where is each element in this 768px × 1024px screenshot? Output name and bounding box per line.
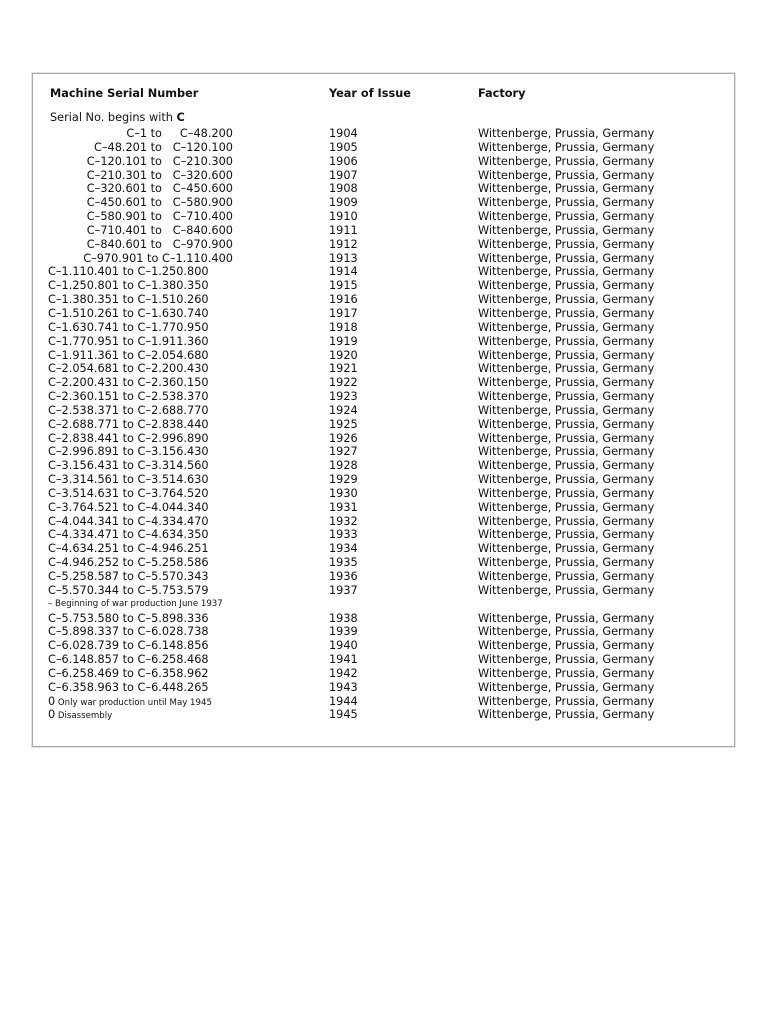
table-row: [48, 224, 728, 238]
serial-prefix-note: [50, 111, 185, 124]
year-of-issue: 1915: [329, 279, 358, 293]
factory-location: Wittenberge, Prussia, Germany: [478, 486, 655, 500]
serial-range: C–2.996.891 to C–3.156.430: [48, 445, 209, 459]
table-row: [48, 265, 728, 279]
table-note-row: [48, 695, 728, 709]
year-of-issue: 1912: [329, 237, 358, 251]
table-row: [48, 349, 728, 363]
year-of-issue: 1934: [329, 542, 358, 556]
table-row: [48, 321, 728, 335]
serial-range: C–1.250.801 to C–1.380.350: [48, 279, 209, 293]
table-header: [50, 87, 730, 103]
row-note: [48, 708, 112, 724]
factory-location: Wittenberge, Prussia, Germany: [478, 293, 655, 307]
serial-range: C–1.110.401 to C–1.250.800: [48, 265, 209, 279]
table-row: [48, 293, 728, 307]
year-of-issue: 1944: [329, 694, 358, 708]
serial-range: C–6.258.469 to C–6.358.962: [48, 666, 209, 680]
serial-range: C–1.380.351 to C–1.510.260: [48, 293, 209, 307]
factory-location: Wittenberge, Prussia, Germany: [478, 528, 655, 542]
factory-location: Wittenberge, Prussia, Germany: [478, 168, 655, 182]
year-of-issue: 1942: [329, 666, 358, 680]
factory-location: Wittenberge, Prussia, Germany: [478, 320, 655, 334]
table-row: [48, 252, 728, 266]
row-note: [48, 598, 223, 612]
table-row: [48, 653, 728, 667]
year-of-issue: 1909: [329, 196, 358, 210]
table-row: [48, 681, 728, 695]
year-of-issue: 1906: [329, 154, 358, 168]
table-note-row: [48, 708, 728, 722]
factory-location: Wittenberge, Prussia, Germany: [478, 196, 655, 210]
year-of-issue: 1938: [329, 611, 358, 625]
serial-range: C–48.201 to C–120.100: [93, 140, 233, 154]
serial-prefix-text: Serial No. begins with: [50, 111, 177, 124]
factory-location: Wittenberge, Prussia, Germany: [478, 459, 655, 473]
serial-range: C–4.334.471 to C–4.634.350: [48, 528, 209, 542]
serial-range: C–2.360.151 to C–2.538.370: [48, 390, 209, 404]
table-row: [48, 667, 728, 681]
serial-range: C–3.156.431 to C–3.314.560: [48, 459, 209, 473]
year-of-issue: 1913: [329, 251, 358, 265]
serial-range: C–120.101 to C–210.300: [86, 154, 233, 168]
serial-range: C–710.401 to C–840.600: [86, 223, 233, 237]
factory-location: Wittenberge, Prussia, Germany: [478, 542, 655, 556]
factory-location: Wittenberge, Prussia, Germany: [478, 140, 655, 154]
serial-range: C–4.634.251 to C–4.946.251: [48, 542, 209, 556]
table-row: [48, 487, 728, 501]
serial-range: C–4.044.341 to C–4.334.470: [48, 514, 209, 528]
factory-location: Wittenberge, Prussia, Germany: [478, 376, 655, 390]
year-of-issue: 1905: [329, 140, 358, 154]
table-row: [48, 238, 728, 252]
table-row: [48, 376, 728, 390]
serial-range: C–1.510.261 to C–1.630.740: [48, 306, 209, 320]
year-of-issue: 1926: [329, 431, 358, 445]
year-of-issue: 1904: [329, 127, 358, 140]
table-row: [48, 335, 728, 349]
table-row: [48, 639, 728, 653]
year-of-issue: 1908: [329, 182, 358, 196]
header-serial-number: Machine Serial Number: [50, 87, 199, 100]
serial-number-table: [32, 73, 735, 747]
serial-range: C–2.200.431 to C–2.360.150: [48, 376, 209, 390]
table-row: [48, 169, 728, 183]
serial-range: C–3.764.521 to C–4.044.340: [48, 500, 209, 514]
factory-location: Wittenberge, Prussia, Germany: [478, 514, 655, 528]
serial-range: C–580.901 to C–710.400: [86, 210, 233, 224]
factory-location: Wittenberge, Prussia, Germany: [478, 182, 655, 196]
serial-range: C–1.770.951 to C–1.911.360: [48, 334, 209, 348]
year-of-issue: 1927: [329, 445, 358, 459]
factory-location: Wittenberge, Prussia, Germany: [478, 680, 655, 694]
year-of-issue: 1925: [329, 417, 358, 431]
serial-range: C–5.898.337 to C–6.028.738: [48, 625, 209, 639]
year-of-issue: 1937: [329, 583, 358, 597]
serial-range: C–1 to C–48.200: [126, 127, 233, 140]
table-row: [48, 210, 728, 224]
row-note-text: Disassembly: [57, 711, 113, 722]
year-of-issue: 1939: [329, 625, 358, 639]
factory-location: Wittenberge, Prussia, Germany: [478, 154, 655, 168]
year-of-issue: 1907: [329, 168, 358, 182]
serial-range: C–1.630.741 to C–1.770.950: [48, 320, 209, 334]
factory-location: Wittenberge, Prussia, Germany: [478, 570, 655, 583]
serial-range: C–3.314.561 to C–3.514.630: [48, 473, 209, 487]
table-row: [48, 390, 728, 404]
table-row: [48, 542, 728, 556]
factory-location: Wittenberge, Prussia, Germany: [478, 625, 655, 639]
table-row: [48, 584, 728, 598]
factory-location: Wittenberge, Prussia, Germany: [478, 417, 655, 431]
year-of-issue: 1940: [329, 639, 358, 653]
table-row: [48, 182, 728, 196]
serial-range: C–320.601 to C–450.600: [86, 182, 233, 196]
table-row: [48, 515, 728, 529]
serial-range: C–5.258.587 to C–5.570.343: [48, 570, 209, 583]
factory-location: Wittenberge, Prussia, Germany: [478, 403, 655, 417]
serial-range: C–4.946.252 to C–5.258.586: [48, 556, 209, 570]
year-of-issue: 1920: [329, 348, 358, 362]
factory-location: Wittenberge, Prussia, Germany: [478, 694, 655, 708]
factory-location: Wittenberge, Prussia, Germany: [478, 237, 655, 251]
factory-location: Wittenberge, Prussia, Germany: [478, 210, 655, 224]
year-of-issue: 1941: [329, 653, 358, 667]
serial-range: C–5.753.580 to C–5.898.336: [48, 611, 209, 625]
factory-location: Wittenberge, Prussia, Germany: [478, 708, 655, 722]
year-of-issue: 1945: [329, 708, 358, 722]
year-of-issue: 1922: [329, 376, 358, 390]
year-of-issue: 1931: [329, 500, 358, 514]
year-of-issue: 1924: [329, 403, 358, 417]
serial-range: C–210.301 to C–320.600: [86, 168, 233, 182]
year-of-issue: 1910: [329, 210, 358, 224]
serial-range: C–840.601 to C–970.900: [86, 237, 233, 251]
year-of-issue: 1943: [329, 680, 358, 694]
year-of-issue: 1921: [329, 362, 358, 376]
year-of-issue: 1929: [329, 473, 358, 487]
serial-range: C–2.538.371 to C–2.688.770: [48, 403, 209, 417]
table-note-row: [48, 598, 728, 612]
factory-location: Wittenberge, Prussia, Germany: [478, 390, 655, 404]
serial-range: C–6.358.963 to C–6.448.265: [48, 680, 209, 694]
table-row: [48, 612, 728, 626]
factory-location: Wittenberge, Prussia, Germany: [478, 500, 655, 514]
serial-range: C–2.054.681 to C–2.200.430: [48, 362, 209, 376]
year-of-issue: 1936: [329, 570, 358, 583]
table-row: [48, 473, 728, 487]
factory-location: Wittenberge, Prussia, Germany: [478, 611, 655, 625]
year-of-issue: 1917: [329, 306, 358, 320]
year-of-issue: 1916: [329, 293, 358, 307]
factory-location: Wittenberge, Prussia, Germany: [478, 445, 655, 459]
table-row: [48, 141, 728, 155]
table-row: [48, 445, 728, 459]
table-row: [48, 418, 728, 432]
factory-location: Wittenberge, Prussia, Germany: [478, 348, 655, 362]
factory-location: Wittenberge, Prussia, Germany: [478, 639, 655, 653]
factory-location: Wittenberge, Prussia, Germany: [478, 251, 655, 265]
factory-location: Wittenberge, Prussia, Germany: [478, 334, 655, 348]
table-row: [48, 127, 728, 141]
serial-range: C–2.688.771 to C–2.838.440: [48, 417, 209, 431]
year-of-issue: 1918: [329, 320, 358, 334]
factory-location: Wittenberge, Prussia, Germany: [478, 653, 655, 667]
year-of-issue: 1914: [329, 265, 358, 279]
year-of-issue: 1928: [329, 459, 358, 473]
row-note-text: Only war production until May 1945: [57, 697, 212, 708]
serial-range: C–450.601 to C–580.900: [86, 196, 233, 210]
year-of-issue: 1923: [329, 390, 358, 404]
serial-prefix-letter: C: [176, 111, 185, 124]
year-of-issue: 1935: [329, 556, 358, 570]
table-row: [48, 459, 728, 473]
year-of-issue: 1919: [329, 334, 358, 348]
table-row: [48, 556, 728, 570]
factory-location: Wittenberge, Prussia, Germany: [478, 431, 655, 445]
serial-range: C–6.148.857 to C–6.258.468: [48, 653, 209, 667]
factory-location: Wittenberge, Prussia, Germany: [478, 362, 655, 376]
factory-location: Wittenberge, Prussia, Germany: [478, 556, 655, 570]
table-row: [48, 307, 728, 321]
header-factory: Factory: [478, 87, 526, 100]
table-row: [48, 404, 728, 418]
serial-range: C–970.901 to C–1.110.400: [83, 251, 233, 265]
year-of-issue: 1933: [329, 528, 358, 542]
row-note-text: – Beginning of war production June 1937: [48, 598, 223, 609]
row-note-lead: 0: [48, 708, 56, 722]
factory-location: Wittenberge, Prussia, Germany: [478, 666, 655, 680]
factory-location: Wittenberge, Prussia, Germany: [478, 223, 655, 237]
table-row: [48, 432, 728, 446]
year-of-issue: 1911: [329, 223, 358, 237]
factory-location: Wittenberge, Prussia, Germany: [478, 306, 655, 320]
factory-location: Wittenberge, Prussia, Germany: [478, 127, 655, 140]
serial-range: C–5.570.344 to C–5.753.579: [48, 583, 209, 597]
table-row: [48, 155, 728, 169]
factory-location: Wittenberge, Prussia, Germany: [478, 583, 655, 597]
table-row: [48, 528, 728, 542]
factory-location: Wittenberge, Prussia, Germany: [478, 279, 655, 293]
table-row: [48, 570, 728, 584]
table-row: [48, 196, 728, 210]
table-row: [48, 625, 728, 639]
factory-location: Wittenberge, Prussia, Germany: [478, 473, 655, 487]
serial-range: C–3.514.631 to C–3.764.520: [48, 486, 209, 500]
table-row: [48, 362, 728, 376]
row-note-lead: 0: [48, 694, 56, 708]
table-row: [48, 279, 728, 293]
year-of-issue: 1930: [329, 486, 358, 500]
factory-location: Wittenberge, Prussia, Germany: [478, 265, 655, 279]
serial-range: C–1.911.361 to C–2.054.680: [48, 348, 209, 362]
header-year-of-issue: Year of Issue: [329, 87, 411, 100]
table-body: [48, 127, 728, 722]
year-of-issue: 1932: [329, 514, 358, 528]
serial-range: C–2.838.441 to C–2.996.890: [48, 431, 209, 445]
serial-range: C–6.028.739 to C–6.148.856: [48, 639, 209, 653]
table-row: [48, 501, 728, 515]
